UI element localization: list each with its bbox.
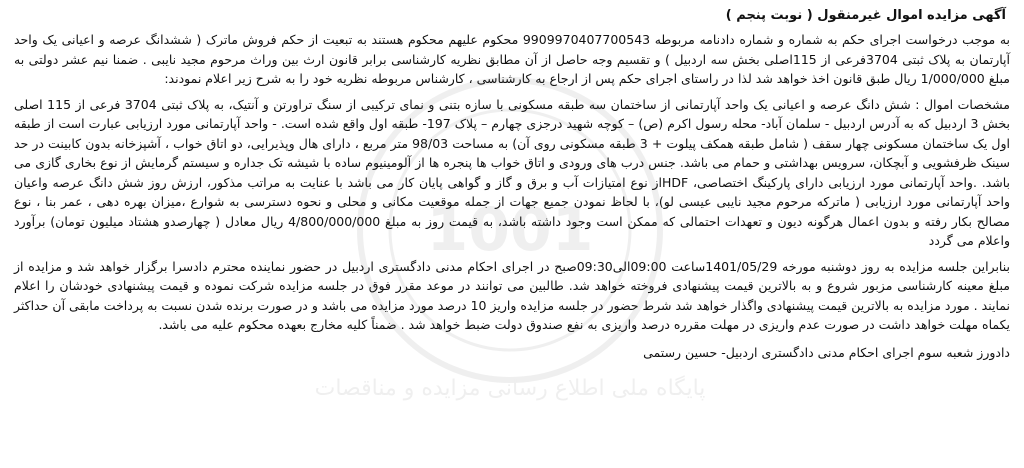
watermark-number: 1001	[426, 195, 594, 265]
paragraph-auction-session: بنابراین جلسه مزایده به روز دوشنبه مورخه 1401/05/29ساعت 09:00الی09:30صبح در اجرای احکام مدنی دادگستری اردبیل در حضور نماینده محترم دادسرا برگزار خواهد شد و مزایده از مبلغ معینه کارشناسی مزبور شروع و به بالاترین قیمت پیشنهادی فروخته خواهد شد. طالبین می توانند در موعد مقرر فوق در جلسه مزایده شرکت نموده و قیمت پیشنهادی خودشان را اعلام نمایند . مورد مزایده به بالاترین قیمت پیشنهادی واگذار خواهد شد شرط حضور در جلسه مزایده واریز 10 درصد مورد مزایده می باشد و در صورت برنده شدن نسبت به پرداخت مابقی آن حداکثر یکماه مهلت خواهد داشت در صورت عدم واریزی در مهلت مقرره درصد واریزی به نفع صندوق دولت ضبط خواهد شد . ضمناً کلیه مخارج بعهده محکوم علیه می باشد.	[14, 258, 1010, 332]
notice-title: آگهی مزایده اموال غیرمنقول ( نوبت پنجم )	[725, 8, 1006, 23]
watermark-caption: پایگاه ملی اطلاع رسانی مزایده و مناقصات	[314, 376, 706, 401]
signature-line: دادورز شعبه سوم اجرای احکام مدنی دادگستری اردبیل- حسین رستمی	[643, 344, 1010, 360]
paragraph-request: به موجب درخواست اجرای حکم به شماره و شماره دادنامه مربوطه 9909970407700543 محکوم علیهم محکوم هستند به تبعیت از حکم فروش ماترک ( ششدانگ عرصه و اعیانی یک واحد آپارتمان به پلاک ثبتی 3704فرعی از 115اصلی بخش سه اردبیل ) و تقسیم وجه حاصل از آن مطابق نظریه کارشناسی برابر قانون ارث بین وراث مرحوم مجید نایبی . ضمنا نیم عشر دولتی به مبلغ 1/000/000 ریال طبق قانون اخذ خواهد شد لذا در راستای اجرای حکم پس از ارجاع به کارشناسی ، کارشناس مربوطه نظریه خود را به شرح زیر اعلام نمودند:	[14, 32, 1010, 86]
paragraph-property-details: مشخصات اموال : شش دانگ عرصه و اعیانی یک واحد آپارتمانی از ساختمان سه طبقه مسکونی با سازه بتنی و نمای ترکیبی از سنگ تراورتن و آنتیک، به پلاک ثبتی 3704 فرعی از 115 اصلی بخش 3 اردبیل که به آدرس اردبیل - سلمان آباد- محله رسول اکرم (ص) – کوچه شهید درجزی چهارم – پلاک 197- طبقه اول واقع شده است. - واحد آپارتمانی مورد ارزیابی عبارت است از طبقه اول یک ساختمان مسکونی چهار سقف ( شامل طبقه همکف پیلوت + 3 طبقه مسکونی روی آن) به مساحت 98/03 متر مربع ، دارای هال وپذیرایی، دو اتاق خواب ، آشپزخانه بدون کابینت در حد سینک ظرفشویی و آبچکان، سرویس بهداشتی و حمام می باشد. جنس درب های ورودی و اتاق خواب ها پنجره ها از آلومینیوم ساده با شیشه تک جداره و سیستم گرمایش از نوع بخاری گازی می باشد. .واحد آپارتمانی مورد ارزیابی دارای پارکینگ اختصاصی، HDFاز نوع امتیازات آب و برق و گاز و گواهی پایان کار می باشد با عنایت به مراتب مذکور، ارزش روز شش دانگ عرصه واعیان واحد آپارتمانی مورد ارزیابی ( ماترکه مرحوم مجید نایبی عیسی لو)، با لحاظ نمودن جمیع جهات از جمله موقعیت مکانی و محلی و نحوه دسترسی به شوارع ،میزان بهره دهی ، عمر بنا ، نوع مصالح بکار رفته و بدون اعمال هرگونه دیون و تعهدات احتمالی که ممکن است وجود داشته باشد، به قیمت روز به مبلغ 4/800/000/000 ریال معادل ( چهارصدو هشتاد میلیون تومان) برآورد واعلام می گردد	[14, 96, 1011, 248]
